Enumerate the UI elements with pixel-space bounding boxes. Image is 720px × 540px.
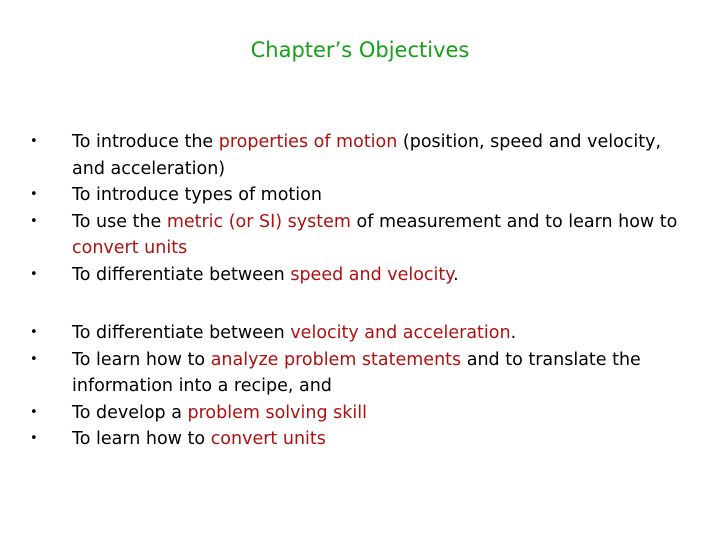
bullet-icon: • [30,431,38,446]
objective-item: • To differentiate between velocity and acceleration. [30,320,680,347]
highlighted-term: properties of motion [218,132,398,152]
highlighted-term: analyze problem statements [210,349,462,370]
bullet-icon: • [30,187,38,202]
objectives-list-2 [30,320,680,453]
objective-item: • To introduce types of motion [30,182,680,209]
objective-item: • To differentiate between speed and velocity. [30,262,680,289]
objective-item: • To learn how to analyze problem statements and to translate the information into a recipe, and [30,347,680,400]
bullet-icon: • [30,266,38,282]
highlighted-term: problem solving skill [187,402,367,423]
bullet-icon: • [30,404,38,420]
objective-item: • To develop a problem solving skill [30,400,680,427]
highlighted-term: metric (or SI) system [166,211,351,232]
objectives-list-1 [30,129,680,288]
objective-item: • To learn how to convert units [30,426,680,453]
highlighted-term: convert units [210,429,326,449]
bullet-icon: • [30,213,38,229]
slide-title: Chapter’s Objectives [250,38,470,62]
bullet-icon: • [30,325,38,340]
bullet-icon: • [30,351,38,367]
highlighted-term: convert units [72,238,188,258]
objective-item: • To use the metric (or SI) system of measurement and to learn how to convert units [30,209,680,262]
highlighted-term: velocity and acceleration [290,323,511,343]
bullet-icon: • [30,134,38,149]
highlighted-term: speed and velocity [290,264,454,285]
objective-item: • To introduce the properties of motion (position, speed and velocity, and acceleration) [30,129,680,182]
